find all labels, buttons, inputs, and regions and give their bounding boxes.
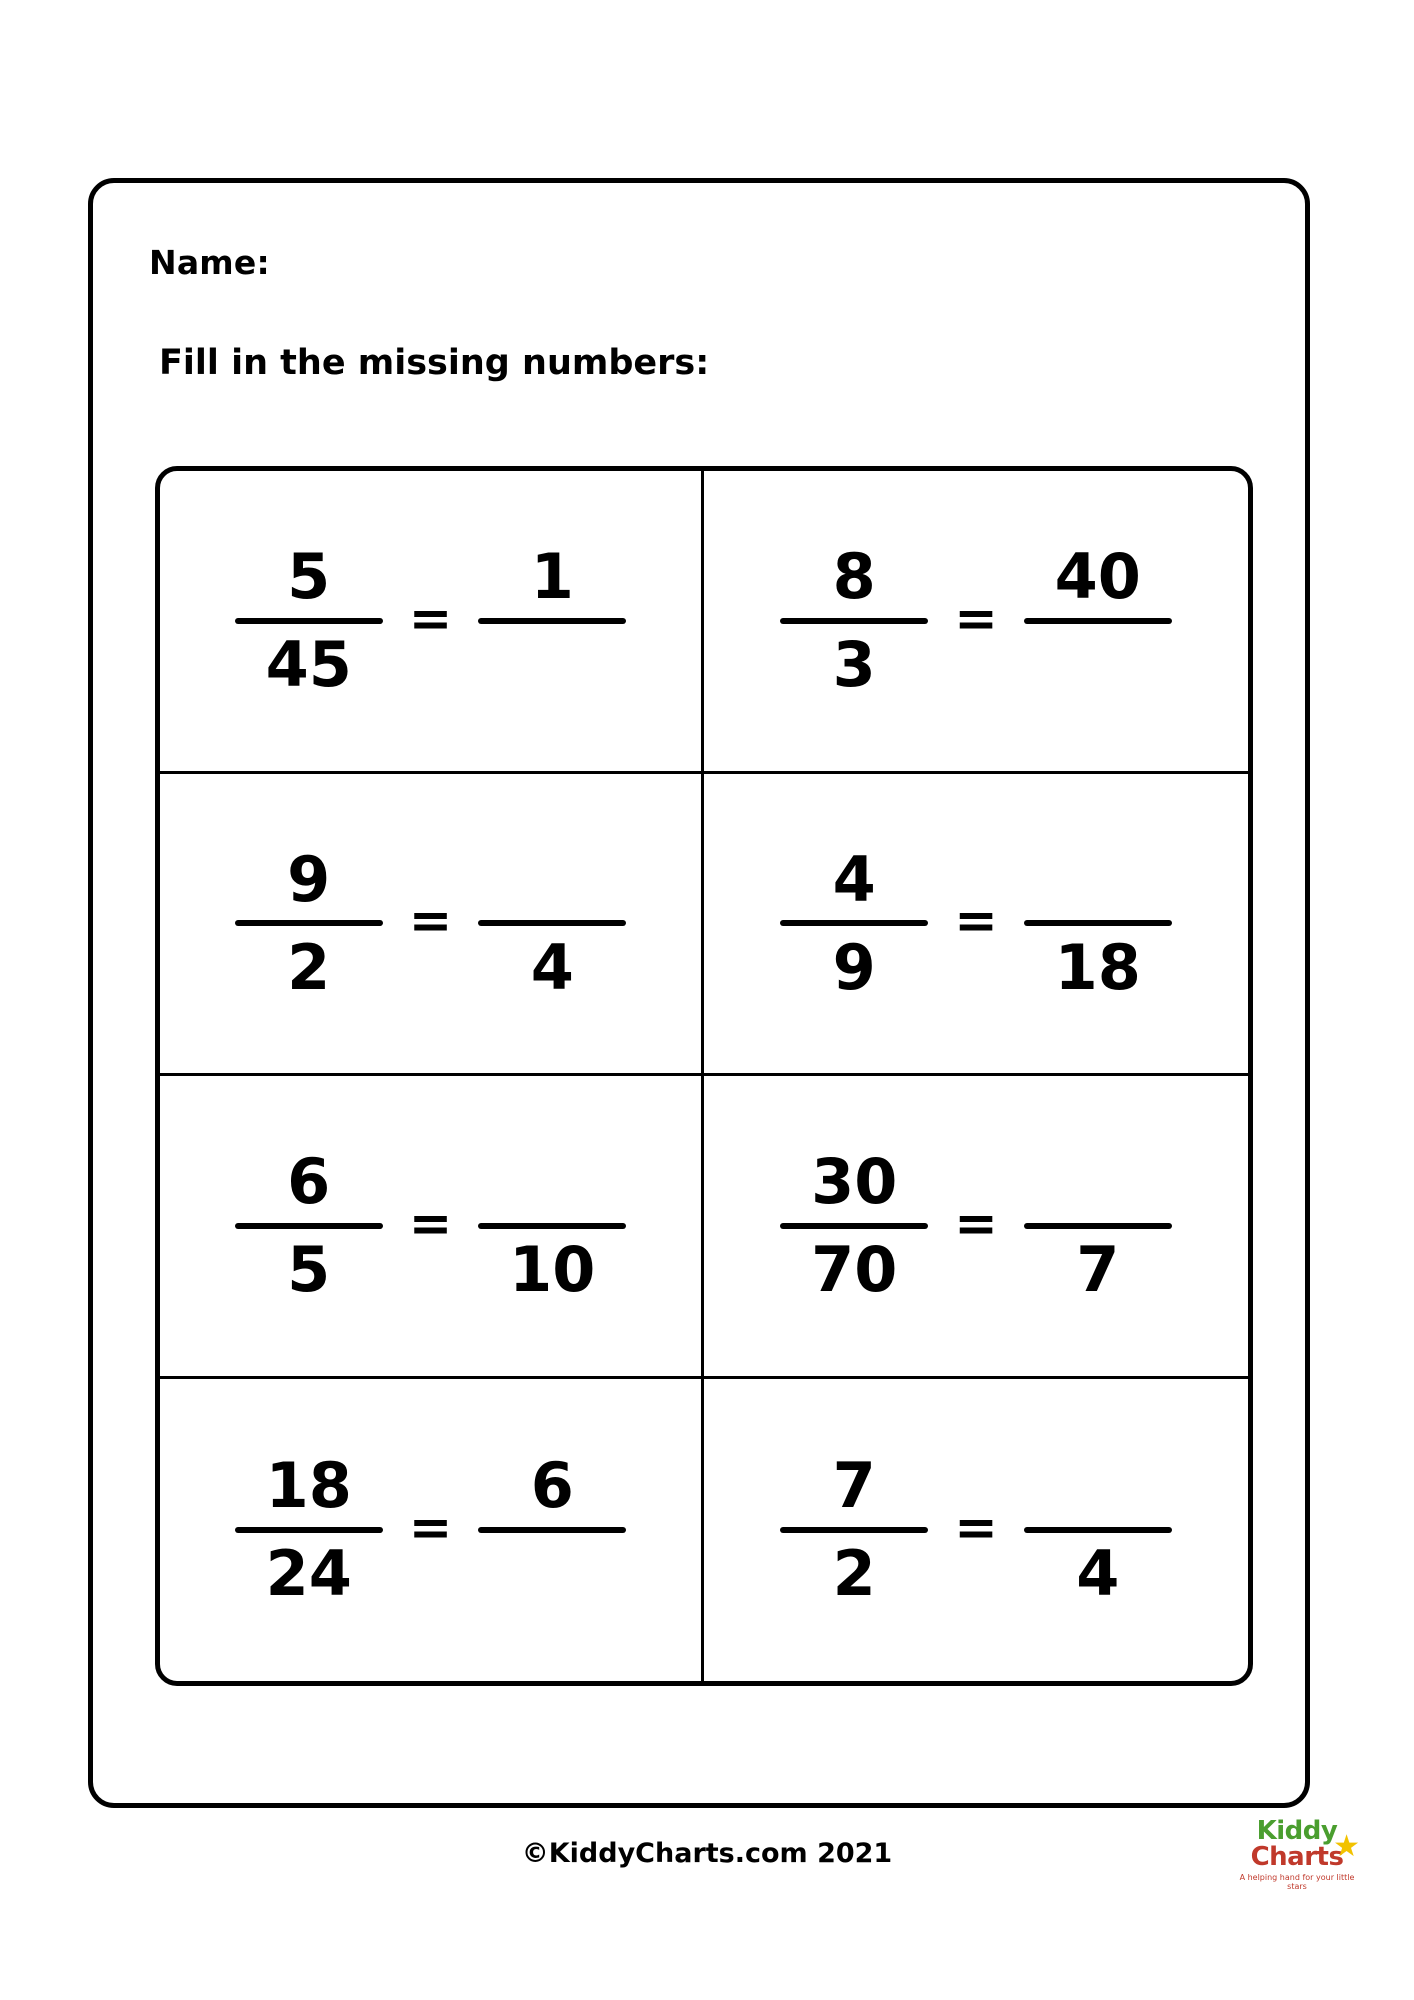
logo-tagline: A helping hand for your little stars xyxy=(1239,1873,1355,1891)
equals-sign: = xyxy=(408,588,453,649)
equation xyxy=(780,844,1172,1002)
equation xyxy=(235,844,627,1002)
problem-cell xyxy=(160,471,704,774)
equals-sign: = xyxy=(954,1193,998,1254)
equals-sign: = xyxy=(954,588,998,649)
numerator: 8 xyxy=(832,540,876,614)
problems-grid xyxy=(155,466,1253,1686)
numerator: 6 xyxy=(287,1145,331,1219)
fraction-left xyxy=(235,1451,383,1609)
denominator: 3 xyxy=(832,628,876,702)
fraction-bar xyxy=(478,920,626,926)
problem-cell xyxy=(160,1076,704,1379)
worksheet-page xyxy=(88,178,1310,1808)
denominator: 2 xyxy=(287,930,331,1004)
denominator[interactable]: 4 xyxy=(530,930,574,1004)
fraction-bar xyxy=(478,618,626,624)
denominator[interactable]: 4 xyxy=(1076,1537,1120,1611)
fraction-right xyxy=(1024,844,1172,1002)
problem-cell xyxy=(704,1379,1248,1682)
denominator: 5 xyxy=(287,1233,331,1307)
denominator[interactable]: 10 xyxy=(509,1233,596,1307)
problem-cell xyxy=(704,774,1248,1077)
fraction-right xyxy=(478,1451,626,1609)
equation xyxy=(235,542,627,700)
problem-cell xyxy=(704,1076,1248,1379)
problem-cell xyxy=(160,1379,704,1682)
denominator: 24 xyxy=(265,1537,352,1611)
numerator[interactable]: 6 xyxy=(530,1449,574,1523)
fraction-bar xyxy=(1024,920,1172,926)
fraction-left xyxy=(780,1451,928,1609)
logo-charts-text: Charts xyxy=(1250,1842,1344,1872)
fraction-bar xyxy=(1024,618,1172,624)
numerator[interactable]: 1 xyxy=(530,540,574,614)
fraction-bar xyxy=(235,618,383,624)
equation xyxy=(780,1451,1172,1609)
fraction-bar xyxy=(478,1527,626,1533)
fraction-right xyxy=(478,1147,626,1305)
problem-cell xyxy=(160,774,704,1077)
fraction-bar xyxy=(235,920,383,926)
equation xyxy=(780,1147,1172,1305)
fraction-right xyxy=(1024,1147,1172,1305)
numerator: 9 xyxy=(287,842,331,916)
fraction-left xyxy=(235,844,383,1002)
fraction-left xyxy=(780,844,928,1002)
denominator: 2 xyxy=(832,1537,876,1611)
fraction-right xyxy=(478,844,626,1002)
fraction-bar xyxy=(478,1223,626,1229)
fraction-bar xyxy=(235,1223,383,1229)
equals-sign: = xyxy=(954,1497,998,1558)
equation xyxy=(780,542,1172,700)
equals-sign: = xyxy=(408,1193,453,1254)
denominator: 70 xyxy=(811,1233,898,1307)
name-label: Name: xyxy=(149,243,270,282)
equals-sign: = xyxy=(408,891,453,952)
problem-cell xyxy=(704,471,1248,774)
fraction-bar xyxy=(235,1527,383,1533)
fraction-left xyxy=(235,1147,383,1305)
fraction-bar xyxy=(780,1223,928,1229)
fraction-left xyxy=(780,542,928,700)
fraction-right xyxy=(1024,542,1172,700)
numerator: 4 xyxy=(832,842,876,916)
fraction-left xyxy=(235,542,383,700)
instruction-text: Fill in the missing numbers: xyxy=(159,343,710,383)
equation xyxy=(235,1451,627,1609)
numerator: 5 xyxy=(287,540,331,614)
fraction-bar xyxy=(780,920,928,926)
fraction-bar xyxy=(1024,1527,1172,1533)
denominator[interactable]: 18 xyxy=(1054,930,1141,1004)
denominator: 45 xyxy=(265,628,352,702)
equation xyxy=(235,1147,627,1305)
numerator: 7 xyxy=(832,1449,876,1523)
logo-kiddy-text: Kiddy xyxy=(1256,1816,1338,1846)
footer-copyright: ©KiddyCharts.com 2021 xyxy=(521,1838,893,1869)
fraction-bar xyxy=(780,618,928,624)
numerator: 18 xyxy=(265,1449,352,1523)
denominator[interactable]: 7 xyxy=(1076,1233,1120,1307)
fraction-right xyxy=(478,542,626,700)
fraction-bar xyxy=(780,1527,928,1533)
numerator: 30 xyxy=(811,1145,898,1219)
equals-sign: = xyxy=(408,1497,453,1558)
fraction-bar xyxy=(1024,1223,1172,1229)
numerator[interactable]: 40 xyxy=(1054,540,1141,614)
fraction-left xyxy=(780,1147,928,1305)
kiddycharts-logo xyxy=(1232,1818,1362,1892)
fraction-right xyxy=(1024,1451,1172,1609)
star-icon: ★ xyxy=(1333,1829,1360,1864)
denominator: 9 xyxy=(832,930,876,1004)
equals-sign: = xyxy=(954,891,998,952)
